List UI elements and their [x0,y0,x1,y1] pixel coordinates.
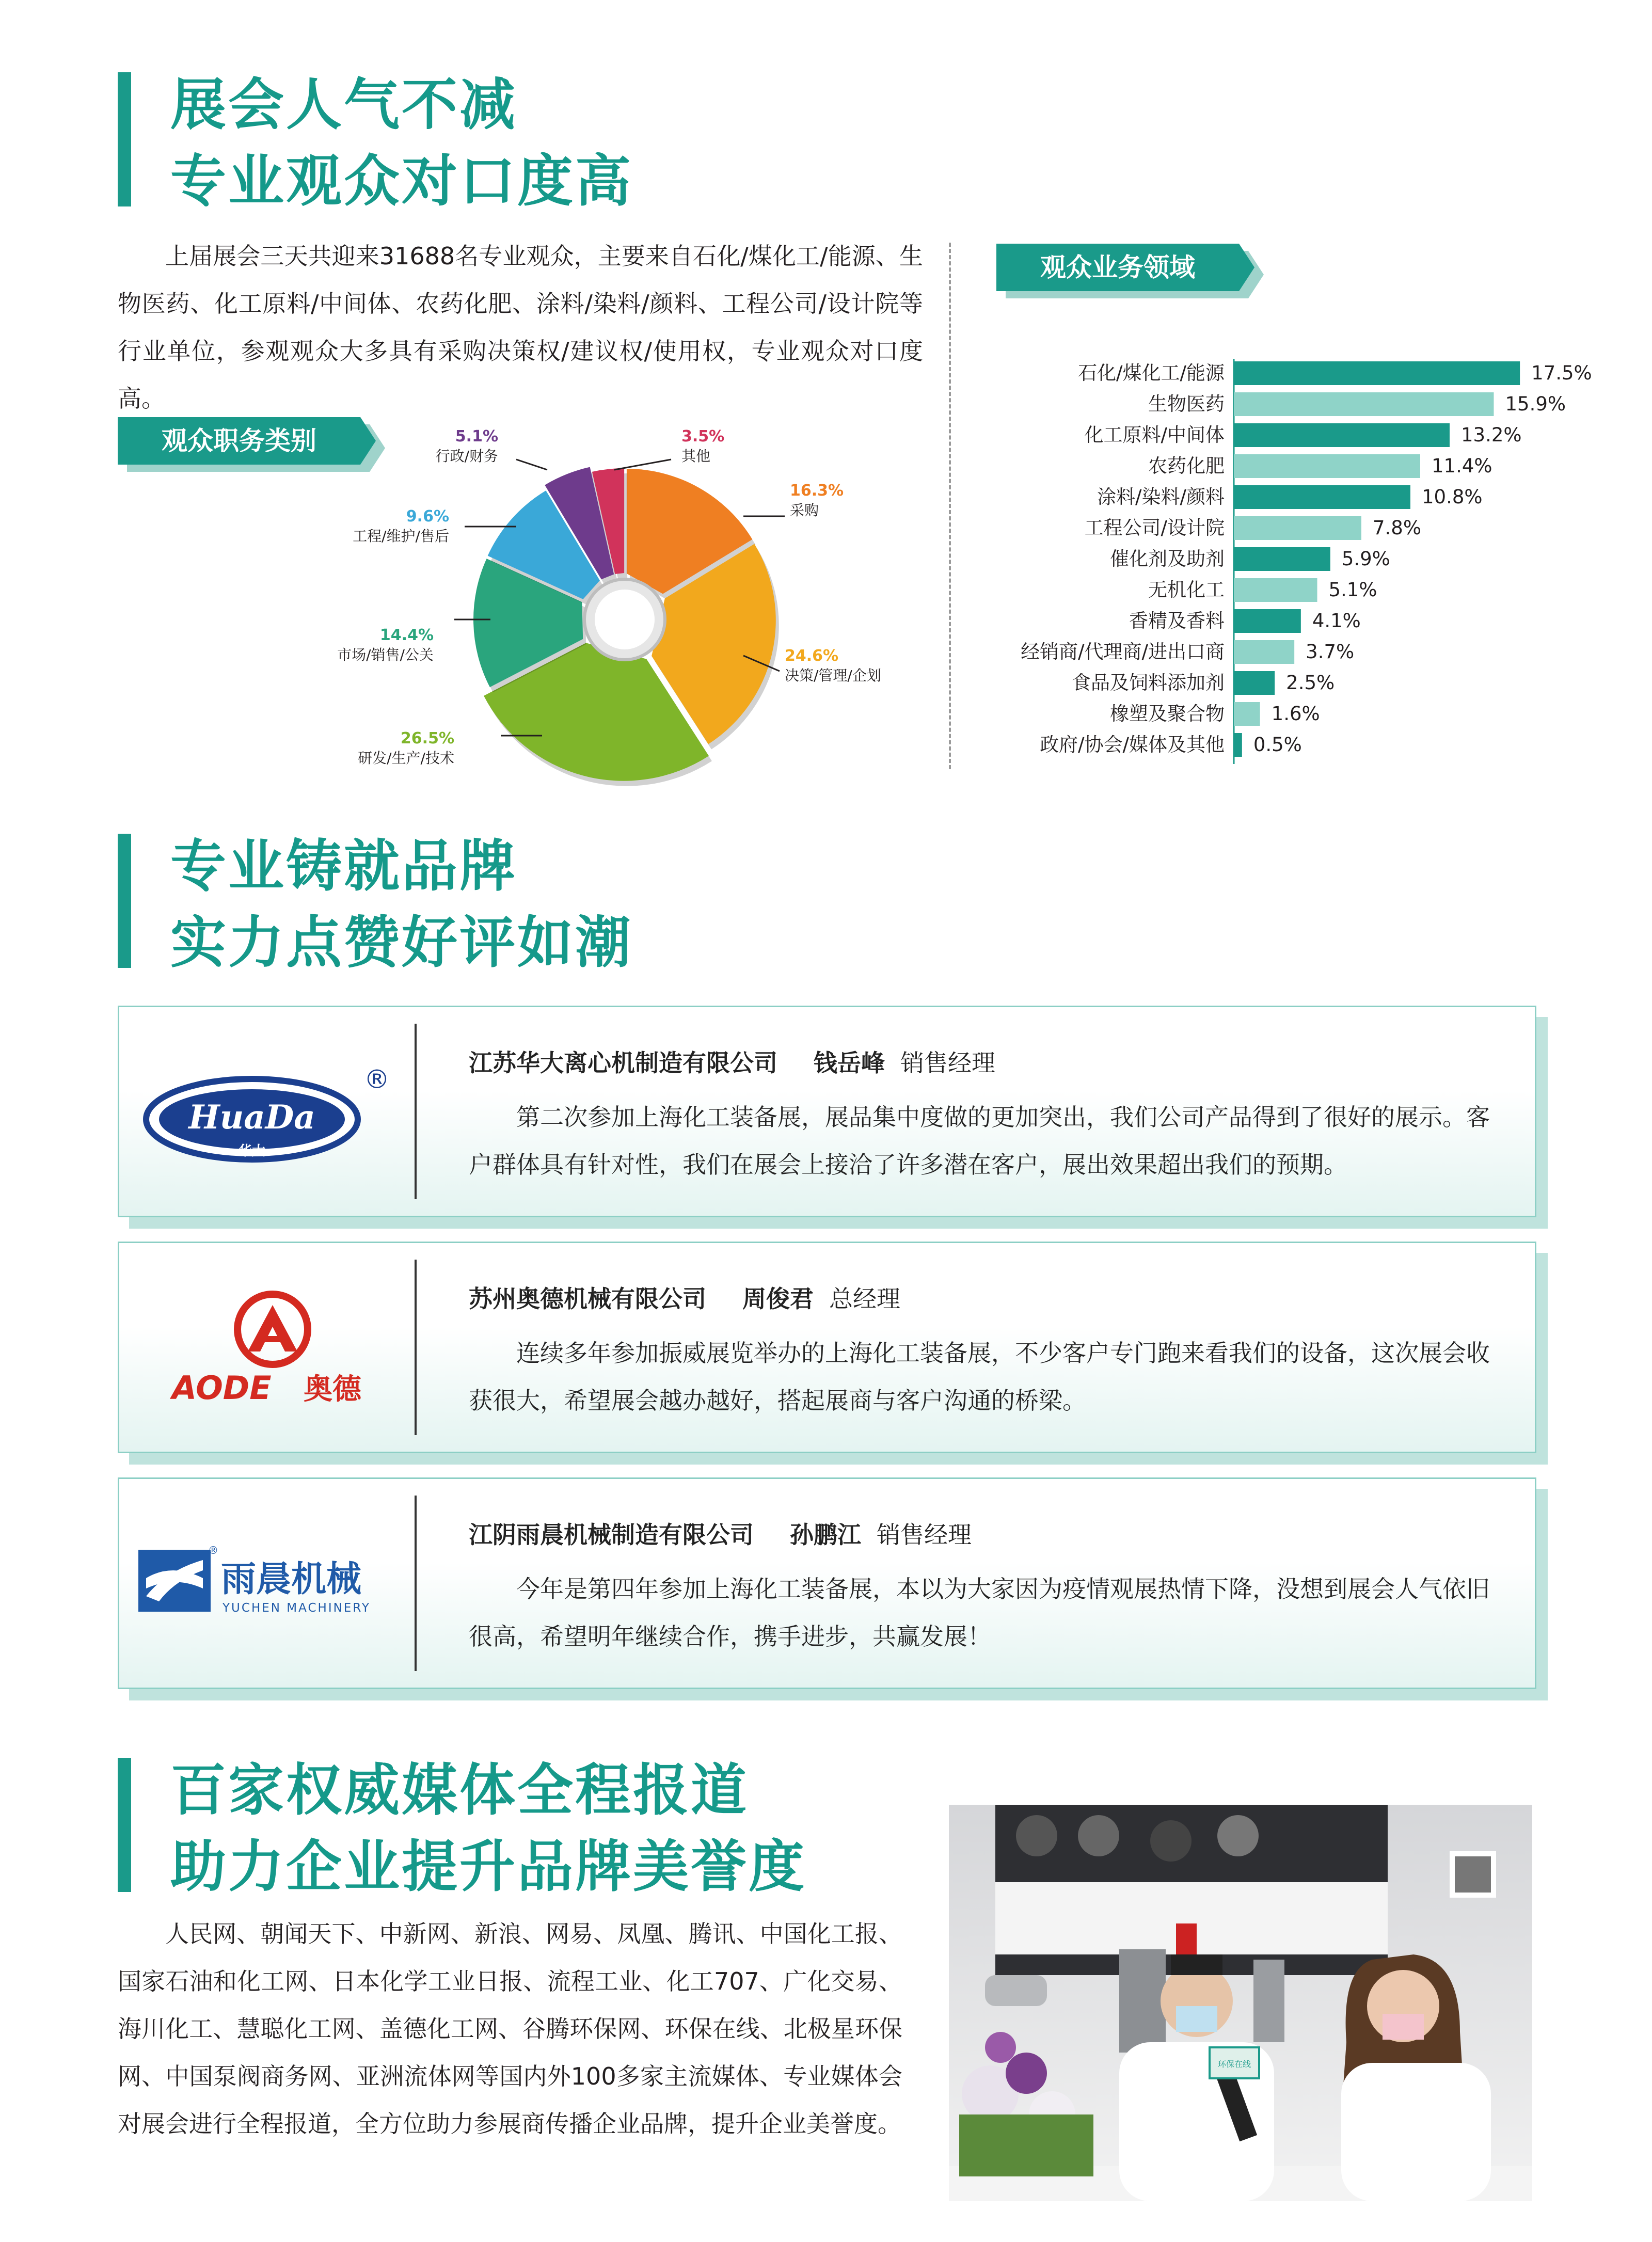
bar-value-label: 17.5% [1531,362,1592,384]
pie-pct-label: 5.1% [455,427,498,446]
tag-fields-label: 观众业务领域 [1040,252,1195,282]
card-divider [415,1260,417,1435]
bar-value-label: 7.8% [1373,517,1421,539]
bar-value-label: 5.9% [1341,548,1390,570]
bar-category-label: 食品及饲料添加剂 [1072,672,1225,694]
section1-paragraph-text: 上届展会三天共迎来31688名专业观众，主要来自石化/煤化工/能源、生物医药、化工原料/中间体、农药化肥、涂料/染料/颜料、工程公司/设计院等行业单位，参观观众大多具有采购决策权/建议权/使用权，专业观众对口度高。 [118,242,923,412]
interview-photo [949,1805,1532,2201]
bar-10 [1234,671,1275,695]
bar-6 [1234,547,1330,571]
bar-9 [1234,640,1294,664]
pie-pct-label: 24.6% [785,647,839,665]
bar-12 [1234,733,1242,757]
section3-title-line1: 百家权威媒体全程报道 [170,1758,749,1823]
person-role: 总经理 [829,1285,900,1313]
testimonial-header [469,1044,995,1078]
bar-1 [1234,392,1494,416]
testimonial-card-yuchen [118,1477,1536,1689]
bar-3 [1234,454,1420,478]
pie-pct-label: 9.6% [406,507,449,526]
aode-logo-sub: 奥德 [304,1373,361,1406]
bar-7 [1234,578,1317,602]
bar-category-label: 政府/协会/媒体及其他 [1040,734,1225,756]
section2-title [170,829,633,981]
testimonial-text: 连续多年参加振威展览举办的上海化工装备展，不少客户专门跑来看我们的设备，这次展会收获很大，希望展会越办越好，搭起展商与客户沟通的桥梁。 [469,1339,1490,1414]
section3-paragraph [118,1910,902,2148]
section1-paragraph [118,232,923,422]
huada-registered-mark: ® [364,1064,390,1094]
person-name: 周俊君 [742,1285,814,1313]
section3-paragraph-text: 人民网、朝闻天下、中新网、新浪、网易、凤凰、腾讯、中国化工报、国家石油和化工网、日本化学工业日报、流程工业、化工707、广化交易、海川化工、慧聪化工网、盖德化工网、谷腾环保网、环保在线、北极星环保网、中国泵阀商务网、亚洲流体网等国内外100多家主流媒体、专业媒体会对展会进行全程报道，全方位助力参展商传播企业品牌，提升企业美誉度。 [118,1920,902,2138]
testimonial-header [469,1516,972,1550]
section1-title-line2: 专业观众对口度高 [170,149,633,214]
bar-value-label: 13.2% [1461,424,1522,446]
section2-title-line2: 实力点赞好评如潮 [170,911,633,975]
bar-value-label: 1.6% [1271,703,1320,725]
card-divider [415,1024,417,1199]
bar-8 [1234,609,1301,633]
pie-pct-label: 16.3% [790,482,844,500]
pie-category-label: 行政/财务 [435,448,498,465]
section1-accent-bar [118,72,131,206]
bar-category-label: 石化/煤化工/能源 [1078,362,1225,384]
tag-fields [996,244,1254,291]
bar-value-label: 10.8% [1422,486,1483,508]
bar-value-label: 11.4% [1432,455,1492,477]
testimonial-card-aode [118,1242,1536,1453]
pie-pct-label: 3.5% [681,427,725,446]
bar-value-label: 5.1% [1328,579,1377,601]
person-name: 孙鹏江 [790,1521,861,1549]
yuchen-logo [136,1539,409,1627]
bar-category-label: 化工原料/中间体 [1084,424,1225,446]
bar-category-label: 生物医药 [1148,393,1225,415]
bar-value-label: 2.5% [1286,672,1335,694]
huada-logo-sub: 华大 [238,1143,266,1159]
bar-2 [1234,423,1450,447]
pie-leader-line [614,459,671,470]
yuchen-logo-text: 雨晨机械 [221,1559,362,1600]
bar-category-label: 工程公司/设计院 [1084,517,1225,539]
bar-value-label: 0.5% [1253,734,1302,756]
aode-logo-text: AODE [172,1369,272,1407]
card-divider [415,1496,417,1671]
pie-category-label: 工程/维护/售后 [353,528,449,545]
mic-flag-text: 环保在线 [1217,2059,1251,2069]
bar-category-label: 经销商/代理商/进出口商 [1021,641,1225,663]
person-name: 钱岳峰 [814,1049,885,1077]
testimonial-text: 今年是第四年参加上海化工装备展，本以为大家因为疫情观展热情下降，没想到展会人气依旧很高，希望明年继续合作，携手进步，共赢发展！ [469,1575,1490,1650]
roles-pie-chart [320,423,929,785]
bar-11 [1234,702,1260,726]
pie-pct-label: 14.4% [379,626,434,644]
bar-0 [1234,361,1520,385]
bar-category-label: 香精及香料 [1129,610,1225,632]
bar-value-label: 4.1% [1312,610,1361,632]
testimonial-card-huada [118,1006,1536,1217]
bar-value-label: 15.9% [1505,393,1566,415]
pie-category-label: 市场/销售/公关 [337,646,434,663]
bar-category-label: 无机化工 [1148,579,1225,601]
pie-center-hole [595,590,655,649]
huada-logo-text: HuaDa [188,1098,315,1137]
bar-category-label: 橡塑及聚合物 [1110,703,1225,725]
company-name: 江阴雨晨机械制造有限公司 [469,1521,754,1549]
yuchen-logo-sub: YUCHEN MACHINERY [223,1601,371,1615]
pie-category-label: 其他 [681,448,711,465]
company-name: 苏州奥德机械有限公司 [469,1285,706,1313]
fields-bar-chart [981,356,1592,769]
section1-divider [949,243,951,769]
person-role: 销售经理 [900,1049,995,1077]
section3-title-line2: 助力企业提升品牌美誉度 [170,1835,807,1899]
huada-logo [138,1052,407,1166]
pie-leader-line [516,459,547,470]
bar-category-label: 涂料/染料/颜料 [1097,486,1225,508]
section3-title [170,1753,806,1905]
pie-category-label: 采购 [790,502,819,519]
pie-pct-label: 26.5% [400,729,454,748]
section1-title-line1: 展会人气不减 [170,73,518,137]
company-name: 江苏华大离心机制造有限公司 [469,1049,777,1077]
pie-category-label: 研发/生产/技术 [358,750,454,767]
section2-accent-bar [118,834,131,968]
yuchen-registered-mark: ® [208,1544,218,1556]
bar-5 [1234,516,1361,540]
testimonial-header [469,1280,900,1314]
bar-category-label: 催化剂及助剂 [1110,548,1225,570]
bar-category-label: 农药化肥 [1148,455,1225,477]
pie-category-label: 决策/管理/企划 [785,667,881,684]
tag-roles-label: 观众职务类别 [162,426,316,456]
bar-4 [1234,485,1410,509]
bar-value-label: 3.7% [1306,641,1355,663]
section1-title [170,67,633,220]
testimonial-text: 第二次参加上海化工装备展，展品集中度做的更加突出，我们公司产品得到了很好的展示。客户群体具有针对性，我们在展会上接洽了许多潜在客户，展出效果超出我们的预期。 [469,1103,1490,1179]
aode-logo [164,1291,381,1414]
section3-accent-bar [118,1758,131,1892]
person-role: 销售经理 [877,1521,972,1549]
section2-title-line1: 专业铸就品牌 [170,834,518,899]
